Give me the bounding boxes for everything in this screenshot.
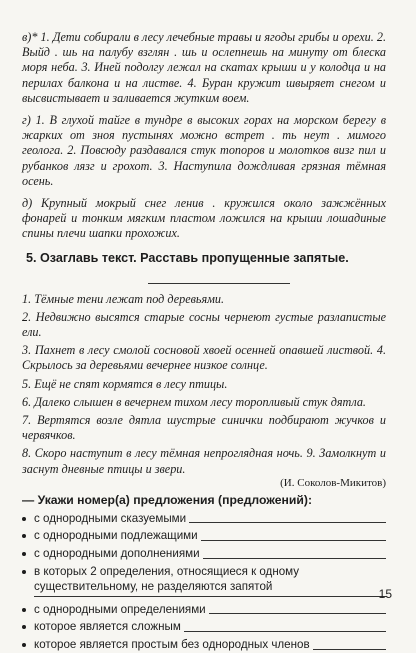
text-sentences xyxy=(22,292,386,477)
question-item: которое является сложным xyxy=(22,619,386,635)
answer-line[interactable] xyxy=(313,648,386,650)
sentence-3-4: 3. Пахнет в лесу смолой сосновой хвоей осенней опавшей листвой. 4. Скрылось за деревьями вечернее низкое солнце. xyxy=(22,343,386,373)
source-attribution: (И. Соколов-Микитов) xyxy=(280,476,386,489)
sentence-7: 7. Вертятся возле дятла шустрые синички подбирают жучков и червячков. xyxy=(22,413,386,443)
question-item: с однородными определениями xyxy=(22,602,386,618)
page-number: 15 xyxy=(378,587,392,601)
answer-line[interactable] xyxy=(189,521,386,523)
sentence-5: 5. Ещё не спят кормятся в лесу птицы. xyxy=(22,376,228,391)
exercise-paragraph-g: г) 1. В глухой тайге в тундре в высоких горах на морском берегу в жарких от зноя пустынях можно встрет . ть неут . мимого геолога. 2. Повсюду раздавался стук топоров и молотков визг пил и рубанков лязг и грохот. 3. Наступила дождливая грязная тёмная осень. xyxy=(22,113,386,188)
sentence-6: 6. Далеко слышен в вечернем тихом лесу торопливый стук дятла. xyxy=(22,394,366,409)
question-item: в которых 2 определения, относящиеся к одному существительному, не разделяются запятой xyxy=(22,564,386,600)
answer-line[interactable] xyxy=(34,595,386,597)
exercise-paragraph-d: д) Крупный мокрый снег ленив . кружился около зажжённых фонарей и тонким мягким пластом ложился на крыши лошадиные спины плечи шапки прохожих. xyxy=(22,196,386,241)
sentence-8-9: 8. Скоро наступит в лесу тёмная непроглядная ночь. 9. Замолкнут и заснут дневные птицы и звери. xyxy=(22,446,386,476)
sentence-2: 2. Недвижно высятся старые сосны чернеют густые разлапистые ели. xyxy=(22,309,386,340)
task-heading: 5. Озаглавь текст. Расставь пропущенные запятые. xyxy=(26,250,349,265)
questions-list xyxy=(22,511,386,653)
answer-line[interactable] xyxy=(184,630,386,632)
question-item: с однородными дополнениями xyxy=(22,546,386,562)
exercise-paragraph-v: в)* 1. Дети собирали в лесу лечебные травы и ягоды грибы и орехи. 2. Выйд . шь на палубу взглян . шь и ослепнешь на минуту от блеска моря неба. 3. Иней подолгу лежал на скатах крыши и у колодца и на перилах балкона и на листве. 4. Буран кружит швыряет снегом и высвистывает и заливается жутким воем. xyxy=(22,30,386,105)
question-item: с однородными подлежащими xyxy=(22,528,386,544)
answer-line[interactable] xyxy=(203,557,386,559)
sentence-1: 1. Тёмные тени лежат под деревьями. xyxy=(22,291,225,306)
answer-line[interactable] xyxy=(209,612,386,614)
questions-title: — Укажи номер(а) предложения (предложений): xyxy=(22,492,313,507)
title-answer-line[interactable] xyxy=(148,282,290,284)
question-item: которое является простым без однородных членов xyxy=(22,637,386,653)
question-item: с однородными сказуемыми xyxy=(22,511,386,527)
answer-line[interactable] xyxy=(201,539,386,541)
